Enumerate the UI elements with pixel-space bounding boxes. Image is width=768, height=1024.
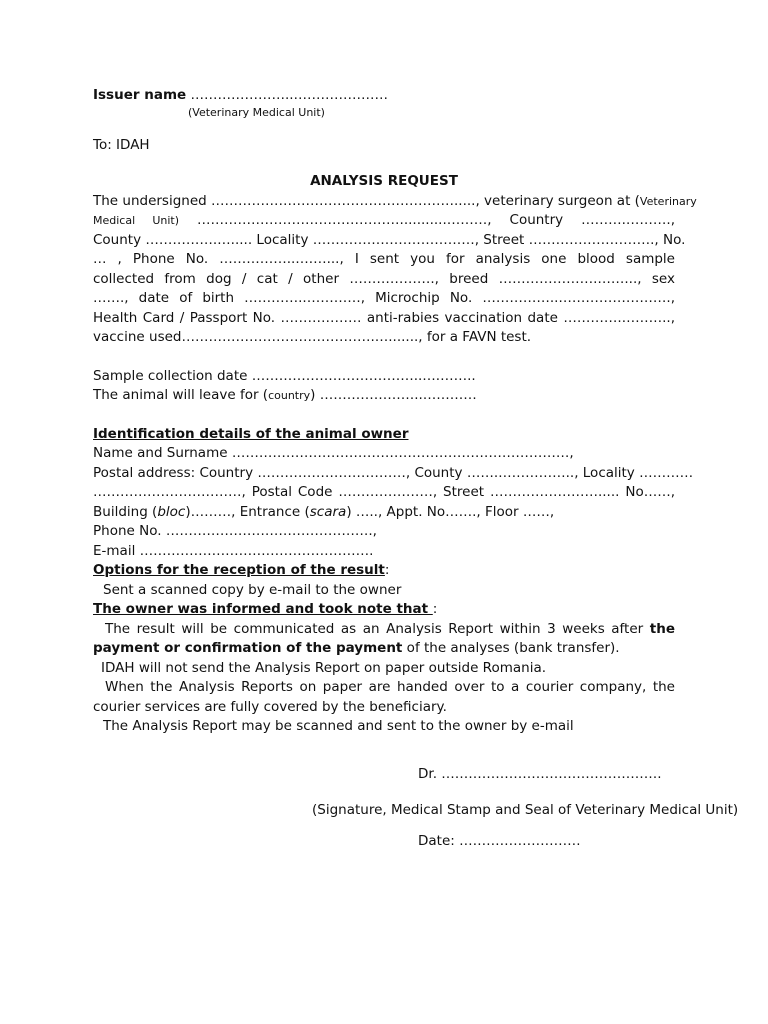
owner-address: ……………………………, Postal Code …………………, Street ……………………..... No……,: [93, 484, 675, 500]
informed-paragraph: courier services are fully covered by the beneficiary.: [93, 698, 447, 715]
informed-paragraph: The Analysis Report may be scanned and sent to the owner by e-mail: [103, 718, 574, 734]
issuer-label: Issuer name: [93, 87, 187, 103]
signature-date: Date: ………………………: [418, 833, 581, 849]
issuer-caption: (Veterinary Medical Unit): [188, 105, 325, 119]
request-line: vaccine used…………………………………….…......., for a FAVN test.: [93, 329, 532, 345]
informed-paragraph: payment or confirmation of the payment of the analyses (bank transfer).: [93, 640, 620, 656]
informed-paragraph: IDAH will not send the Analysis Report on paper outside Romania.: [101, 659, 547, 676]
request-line: Medical Unit) ………………………………………...........………, Country ……….……….,: [93, 212, 676, 228]
owner-email: E-mail …………………………………………….: [93, 542, 374, 559]
request-line: The undersigned ………………………………………………....., veterinary surgeon at (Veterinary: [93, 192, 697, 209]
issuer-line: [93, 86, 675, 106]
informed-paragraph: When the Analysis Reports on paper are handed over to a courier company, the: [105, 679, 675, 695]
animal-destination: The animal will leave for (country) …………………..…………: [93, 387, 477, 403]
owner-name: Name and Surname …………………………………………………………………,: [93, 445, 574, 461]
request-line: collected from dog / cat / other ………………., breed ………………….……..., sex: [93, 270, 675, 287]
options-item: Sent a scanned copy by e-mail to the owner: [103, 581, 402, 598]
signature-caption: (Signature, Medical Stamp and Seal of Veterinary Medical Unit): [312, 802, 739, 818]
owner-heading: Identification details of the animal owner: [93, 425, 409, 442]
signature-doctor: Dr. ………………………………………….: [418, 766, 662, 782]
document-title: ANALYSIS REQUEST: [310, 173, 458, 189]
request-line: … , Phone No. ……………..….…..., I sent you for analysis one blood sample: [93, 251, 675, 267]
request-line: County …………….…..... Locality ………………………………, Street ………………………., No.: [93, 231, 686, 248]
request-line: Health Card / Passport No. ……………… anti-rabies vaccination date ………….………..,: [93, 309, 675, 326]
owner-phone: Phone No. ……………………………………….,: [93, 523, 377, 539]
analysis-request-form: [93, 86, 697, 737]
informed-paragraph: The result will be communicated as an Analysis Report within 3 weeks after the: [105, 620, 675, 637]
issuer-field: …………………..…………………: [190, 87, 389, 103]
recipient: To: IDAH: [93, 136, 150, 153]
owner-address: Postal address: Country ……………………………, County …….…………….., Locality …………: [93, 464, 694, 481]
sample-collection-date: Sample collection date ………………………………..….……..: [93, 367, 476, 384]
request-paragraph: [93, 192, 697, 348]
informed-heading: The owner was informed and took note that :: [93, 601, 438, 617]
options-heading: Options for the reception of the result:: [93, 562, 390, 578]
request-line: ……., date of birth …………..…………, Microchip No. ……………..…………………….,: [93, 290, 675, 306]
owner-building: Building (bloc)………, Entrance (scara) ….., Appt. No……., Floor ……,: [93, 503, 555, 520]
